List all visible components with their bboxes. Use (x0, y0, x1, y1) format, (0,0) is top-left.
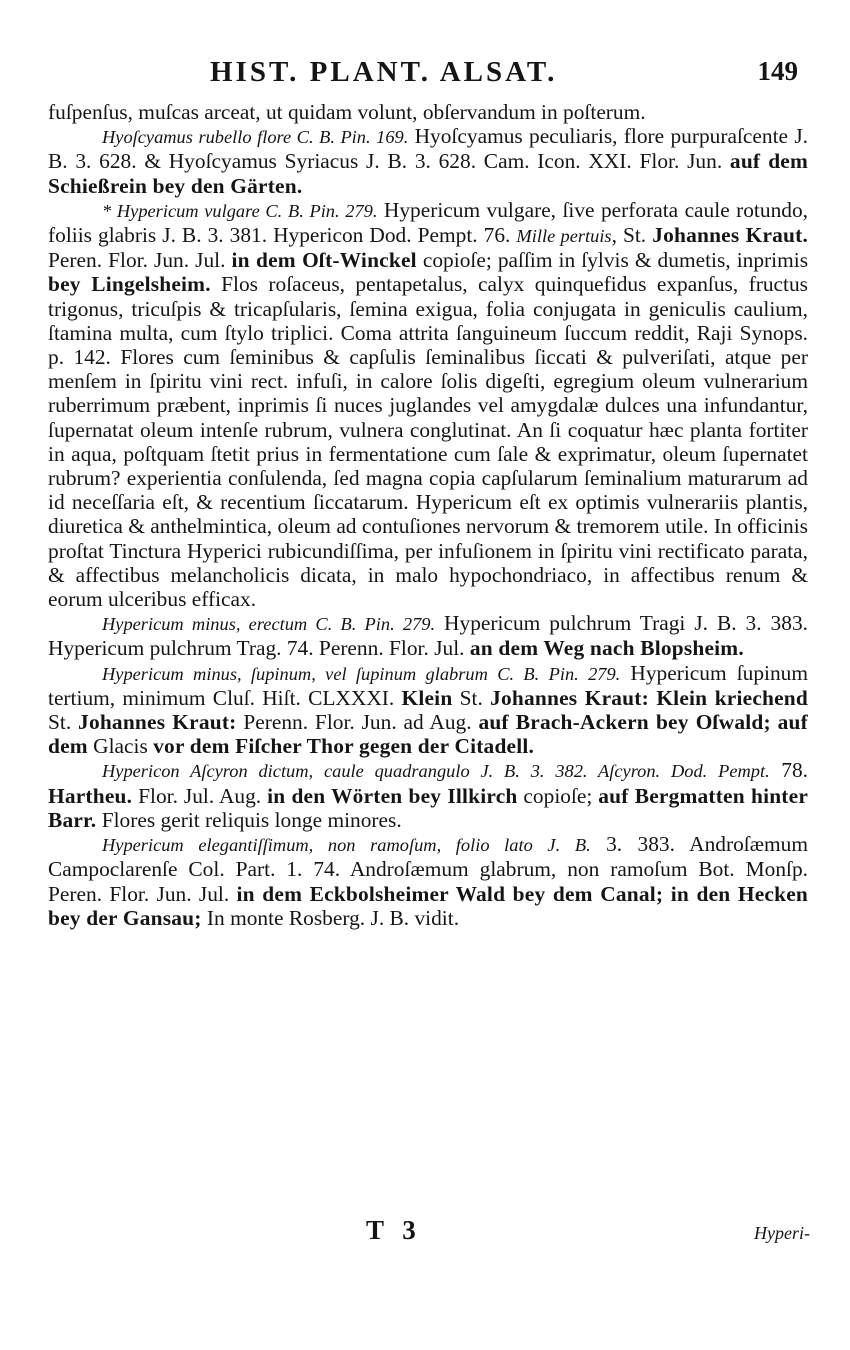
paragraph-text: copioſe; paſſim in ſylvis & dumetis, inprimis (416, 248, 809, 273)
latin-name-text: Hyoſcyamus rubello flore C. B. Pin. 169. (102, 127, 409, 148)
paragraph-text: Hypericum pulchrum Tragi J. B. 3. 383. Hypericum pulchrum Trag. 74. Perenn. Flor. Jul. (48, 611, 808, 661)
paragraph (48, 100, 808, 124)
paragraph (48, 758, 808, 832)
german-locality-text: Klein (401, 685, 453, 710)
paragraph-text: Hyoſcyamus peculiaris, flore purpuraſcente J. B. 3. 628. & Hyoſcyamus Syriacus J. B. 3. 628. Cam. Icon. XXI. Flor. Jun. (48, 124, 808, 174)
latin-name-text: Hypericum minus, erectum C. B. Pin. 279. (102, 614, 436, 635)
paragraph (48, 832, 808, 930)
paragraph-text: Peren. Flor. Jun. Jul. (48, 248, 232, 273)
latin-name-text: Hypericum minus, ſupinum, vel ſupinum glabrum C. B. Pin. 279. (102, 663, 621, 684)
signature-mark: T 3 (366, 1215, 422, 1245)
paragraph-text: St. (48, 710, 79, 735)
german-locality-text: in den Wörten bey Illkirch (267, 783, 518, 808)
paragraph-text: Hypericum ſupinum tertium, minimum Cluſ. Hiſt. CLXXXI. (48, 660, 809, 710)
paragraph-text: fuſpenſus, muſcas arceat, ut quidam volunt, obſervandum in poſterum. (48, 100, 646, 124)
running-head (0, 56, 850, 96)
paragraph (48, 124, 808, 198)
paragraph-text: copioſe; (517, 783, 599, 808)
german-locality-text: Johannes Kraut. (652, 223, 809, 248)
paragraph-text: In monte Rosberg. J. B. vidit. (201, 905, 460, 930)
german-locality-text: auf dem Schießrein bey den Gärten. (48, 149, 808, 198)
paragraph-text: Glacis (87, 734, 154, 759)
running-title: HIST. PLANT. ALSAT. (210, 56, 558, 88)
paragraph (48, 198, 808, 611)
paragraph-text: Perenn. Flor. Jun. ad Aug. (236, 710, 479, 735)
german-locality-text: an dem Weg nach Blopsheim. (469, 636, 744, 661)
german-locality-text: bey Lingelsheim. (48, 272, 211, 297)
latin-name-text: Hypericon Aſcyron dictum, caule quadrangulo J. B. 3. 382. Aſcyron. Dod. Pempt. (102, 761, 770, 782)
paragraph-text: Flos roſaceus, pentapetalus, calyx quinquefidus expanſus, fructus trigonus, tricuſpis & tricapſularis, ſemina exigua, folia conjugata in geniculis caulium, ſtamina multa, cum ſtylo triplici. Coma attrita ſanguineum ſuccum reddit, Raji Synops. p. 142. Flores cum ſeminibus & capſulis ſeminalibus ſiccati & pulveriſati, atque per menſem in ſpiritu vini rect. infuſi, in calore ſolis digeſti, egregium oleum vulnerarium ruberrimum præbent, inprimis ſi nuces juglandes vel amygdalæ dulces una infundantur, ſupernatat oleum intenſe rubrum, vulnera conglutinat. An ſi coquatur hæc planta fortiter in aqua, poſtquam ſtetit prius in fermentatione cum ſale & exprimatur, oleum ſupernatet rubrum? experientia conſulenda, ſed magna copia capſularum ſeminalium maturarum ad id neceſſaria eſt, & recentium ſiccatarum. Hypericum eſt ex optimis vulnerariis plantis, diuretica & anthelmintica, oleum ad contuſiones nervorum & tremorem utile. In officinis proſtat Tinctura Hyperici rubicundiſſima, per infuſionem in ſpiritu vini rectificato parata, & affectibus melancholicis dicata, in malo hypochondriaco, in affectibus renum & eorum ulceribus efficax. (48, 272, 809, 612)
body-text (48, 100, 808, 930)
paragraph (48, 661, 808, 759)
german-locality-text: auf Brach-Ackern bey Oſwald; (478, 710, 771, 735)
page-number: 149 (757, 56, 798, 86)
german-locality-text: Johannes Kraut: Klein kriechend (490, 685, 808, 710)
german-locality-text: in dem Eckbolsheimer Wald bey dem Canal; in den Hecken bey der Gansau; (48, 881, 809, 930)
catchword: Hyperi- (754, 1223, 810, 1243)
german-locality-text: auf dem (48, 710, 808, 759)
paragraph-text: Hypericum vulgare, ſive perforata caule rotundo, foliis glabris J. B. 3. 381. Hypericon Dod. Pempt. 76. (48, 197, 809, 248)
paragraph-text: St. (452, 685, 491, 710)
german-locality-text: Johannes Kraut: (78, 710, 237, 735)
page-footer (0, 1215, 850, 1255)
german-locality-text: Hartheu. (48, 783, 133, 808)
paragraph-text: Flores gerit reliquis longe minores. (96, 807, 402, 832)
paragraph-text: , St. (611, 223, 653, 248)
paragraph-text: 78. (769, 758, 808, 783)
paragraph-text: 3. 383. Androſæmum Campoclarenſe Col. Part. 1. 74. Androſæmum glabrum, non ramoſum Bot. Monſp. Peren. Flor. Jun. Jul. (48, 832, 808, 906)
paragraph-text: Flor. Jul. Aug. (132, 783, 268, 808)
latin-name-text: * Hypericum vulgare C. B. Pin. 279. (102, 200, 378, 221)
latin-name-text: Hypericum elegantiſſimum, non ramoſum, folio lato J. B. (102, 835, 591, 856)
german-locality-text: vor dem Fiſcher Thor gegen der Citadell. (153, 734, 535, 759)
german-locality-text: in dem Oſt-Winckel (231, 248, 417, 273)
paragraph-text (771, 710, 778, 734)
paragraph (48, 611, 808, 660)
latin-name-text: Mille pertuis (516, 226, 612, 247)
german-locality-text: auf Bergmatten hinter Barr. (48, 783, 809, 832)
